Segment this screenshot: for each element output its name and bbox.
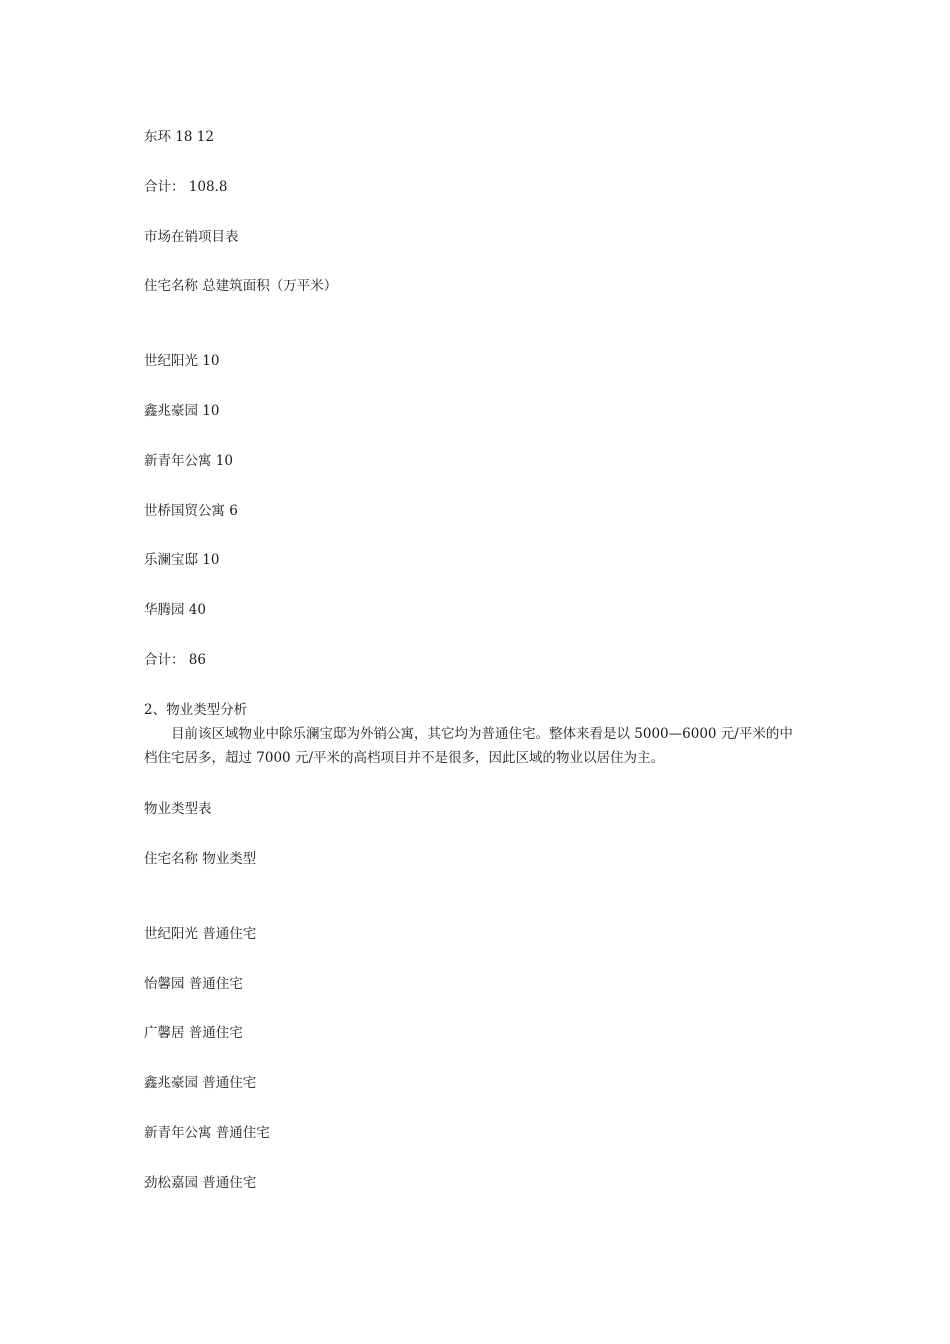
sales-table-row: 乐澜宝邸 10 [144, 552, 220, 568]
type-table-row: 广馨居 普通住宅 [144, 1025, 243, 1041]
sales-table-row: 世纪阳光 10 [144, 353, 220, 369]
type-table-row: 劲松嘉园 普通住宅 [144, 1175, 257, 1191]
type-table-row: 怡馨园 普通住宅 [144, 976, 243, 992]
sales-table-total: 合计： 86 [144, 652, 206, 668]
total-line-1: 合计： 108.8 [144, 179, 228, 195]
type-table-header: 住宅名称 物业类型 [144, 851, 257, 867]
sales-table-row: 新青年公寓 10 [144, 453, 233, 469]
sales-table-row: 鑫兆豪园 10 [144, 403, 220, 419]
sales-table-row: 华腾园 40 [144, 602, 206, 618]
sales-table-title: 市场在销项目表 [144, 229, 239, 245]
type-table-row: 世纪阳光 普通住宅 [144, 926, 257, 942]
type-table-row: 新青年公寓 普通住宅 [144, 1125, 270, 1141]
section-paragraph: 目前该区域物业中除乐澜宝邸为外销公寓，其它均为普通住宅。整体来看是以 5000—6000 元/平米的中档住宅居多，超过 7000 元/平米的高档项目并不是很多，因此区域的物业以居住为主。 [144, 726, 793, 766]
sales-table-row: 世桥国贸公寓 6 [144, 503, 238, 519]
type-table-title: 物业类型表 [144, 801, 212, 817]
row-donghuan: 东环 18 12 [144, 129, 214, 145]
type-table-row: 鑫兆豪园 普通住宅 [144, 1075, 257, 1091]
section-heading: 2、物业类型分析 [144, 702, 248, 718]
sales-table-header: 住宅名称 总建筑面积（万平米） [144, 278, 338, 294]
